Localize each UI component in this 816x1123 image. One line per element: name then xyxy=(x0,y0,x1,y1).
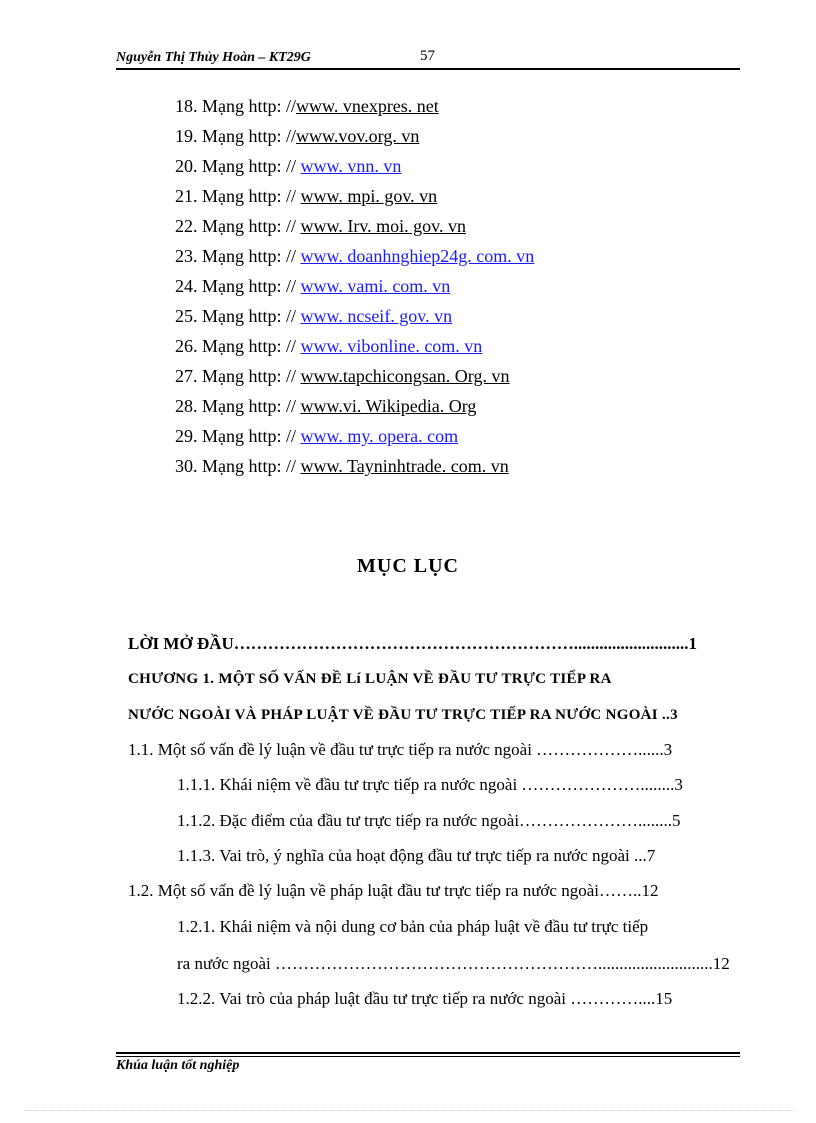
reference-number: 26. xyxy=(175,336,198,356)
reference-item xyxy=(175,394,534,424)
reference-link[interactable]: www. ncseif. gov. vn xyxy=(300,306,453,326)
toc-entry-subsection-line1[interactable]: 1.2.1. Khái niệm và nội dung cơ bản của pháp luật về đầu tư trực tiếp xyxy=(177,917,649,936)
reference-item xyxy=(175,124,534,154)
page-edge-divider xyxy=(24,1110,794,1111)
reference-number: 18. xyxy=(175,96,198,116)
reference-prefix: Mạng http: // xyxy=(202,456,301,476)
reference-link[interactable]: www. vami. com. vn xyxy=(300,276,451,296)
toc-entry-subsection[interactable]: 1.1.3. Vai trò, ý nghĩa của hoạt động đầu tư trực tiếp ra nước ngoài ...7 xyxy=(177,846,656,865)
reference-item xyxy=(175,364,534,394)
toc-entry-section[interactable]: 1.1. Một số vấn đề lý luận về đầu tư trực tiếp ra nước ngoài ………………......3 xyxy=(128,740,673,759)
footer-text: Khúa luận tốt nghiệp xyxy=(116,1058,240,1073)
reference-item xyxy=(175,154,534,184)
toc-entry-subsection[interactable]: 1.2.2. Vai trò của pháp luật đầu tư trực tiếp ra nước ngoài …………....15 xyxy=(177,989,673,1008)
toc-entry-chapter-line1[interactable]: CHƯƠNG 1. MỘT SỐ VẤN ĐỀ Lí LUẬN VỀ ĐẦU TƯ TRỰC TIẾP RA xyxy=(128,671,612,687)
reference-list xyxy=(175,94,534,484)
reference-item xyxy=(175,454,534,484)
reference-prefix: Mạng http: // xyxy=(202,336,301,356)
reference-number: 24. xyxy=(175,276,198,296)
reference-item xyxy=(175,424,534,454)
reference-url: www. vnexpres. net xyxy=(296,96,439,116)
reference-number: 19. xyxy=(175,126,198,146)
reference-link[interactable]: www. my. opera. com xyxy=(300,426,459,446)
reference-number: 28. xyxy=(175,396,198,416)
reference-number: 25. xyxy=(175,306,198,326)
page-header xyxy=(116,48,740,70)
toc-entry-subsection-line2[interactable]: ra nước ngoài …………………………………………………...........................12 xyxy=(177,954,730,973)
reference-prefix: Mạng http: // xyxy=(202,306,301,326)
reference-number: 27. xyxy=(175,366,198,386)
reference-item xyxy=(175,304,534,334)
reference-prefix: Mạng http: // xyxy=(202,96,296,116)
reference-prefix: Mạng http: // xyxy=(202,186,301,206)
footer-rule xyxy=(116,1056,740,1057)
reference-item xyxy=(175,334,534,364)
reference-url: www. Tayninhtrade. com. vn xyxy=(300,456,509,476)
header-author: Nguyễn Thị Thủy Hoàn – KT29G xyxy=(116,50,311,65)
toc-entry-subsection[interactable]: 1.1.2. Đặc điểm của đầu tư trực tiếp ra nước ngoài…………………........5 xyxy=(177,811,681,830)
reference-prefix: Mạng http: // xyxy=(202,396,301,416)
header-page-number: 57 xyxy=(420,48,435,64)
toc-entry-subsection[interactable]: 1.1.1. Khái niệm về đầu tư trực tiếp ra nước ngoài …………………........3 xyxy=(177,775,683,794)
reference-number: 30. xyxy=(175,456,198,476)
reference-link[interactable]: www. doanhnghiep24g. com. vn xyxy=(300,246,535,266)
reference-item xyxy=(175,214,534,244)
reference-url: www.tapchicongsan. Org. vn xyxy=(300,366,510,386)
reference-prefix: Mạng http: // xyxy=(202,216,301,236)
reference-url: www. mpi. gov. vn xyxy=(300,186,438,206)
reference-url: www. Irv. moi. gov. vn xyxy=(300,216,466,236)
reference-link[interactable]: www. vnn. vn xyxy=(300,156,402,176)
reference-number: 20. xyxy=(175,156,198,176)
reference-number: 22. xyxy=(175,216,198,236)
reference-item xyxy=(175,244,534,274)
reference-prefix: Mạng http: // xyxy=(202,426,301,446)
reference-number: 21. xyxy=(175,186,198,206)
toc-entry-chapter-line2[interactable]: NƯỚC NGOÀI VÀ PHÁP LUẬT VỀ ĐẦU TƯ TRỰC TIẾP RA NƯỚC NGOÀI ..3 xyxy=(128,707,678,723)
toc-entry-intro[interactable]: LỜI MỞ ĐẦU……………………………………………………...........................1 xyxy=(128,634,698,653)
footer-rule xyxy=(116,1052,740,1054)
reference-url: www.vi. Wikipedia. Org xyxy=(300,396,477,416)
reference-link[interactable]: www. vibonline. com. vn xyxy=(300,336,483,356)
reference-number: 29. xyxy=(175,426,198,446)
reference-prefix: Mạng http: // xyxy=(202,126,296,146)
toc-title: MỤC LỤC xyxy=(357,555,459,577)
reference-number: 23. xyxy=(175,246,198,266)
reference-prefix: Mạng http: // xyxy=(202,246,301,266)
reference-item xyxy=(175,94,534,124)
reference-prefix: Mạng http: // xyxy=(202,366,301,386)
reference-url: www.vov.org. vn xyxy=(296,126,420,146)
reference-prefix: Mạng http: // xyxy=(202,276,301,296)
reference-item xyxy=(175,184,534,214)
reference-item xyxy=(175,274,534,304)
reference-prefix: Mạng http: // xyxy=(202,156,301,176)
toc-entry-section[interactable]: 1.2. Một số vấn đề lý luận về pháp luật đầu tư trực tiếp ra nước ngoài……..12 xyxy=(128,881,659,900)
